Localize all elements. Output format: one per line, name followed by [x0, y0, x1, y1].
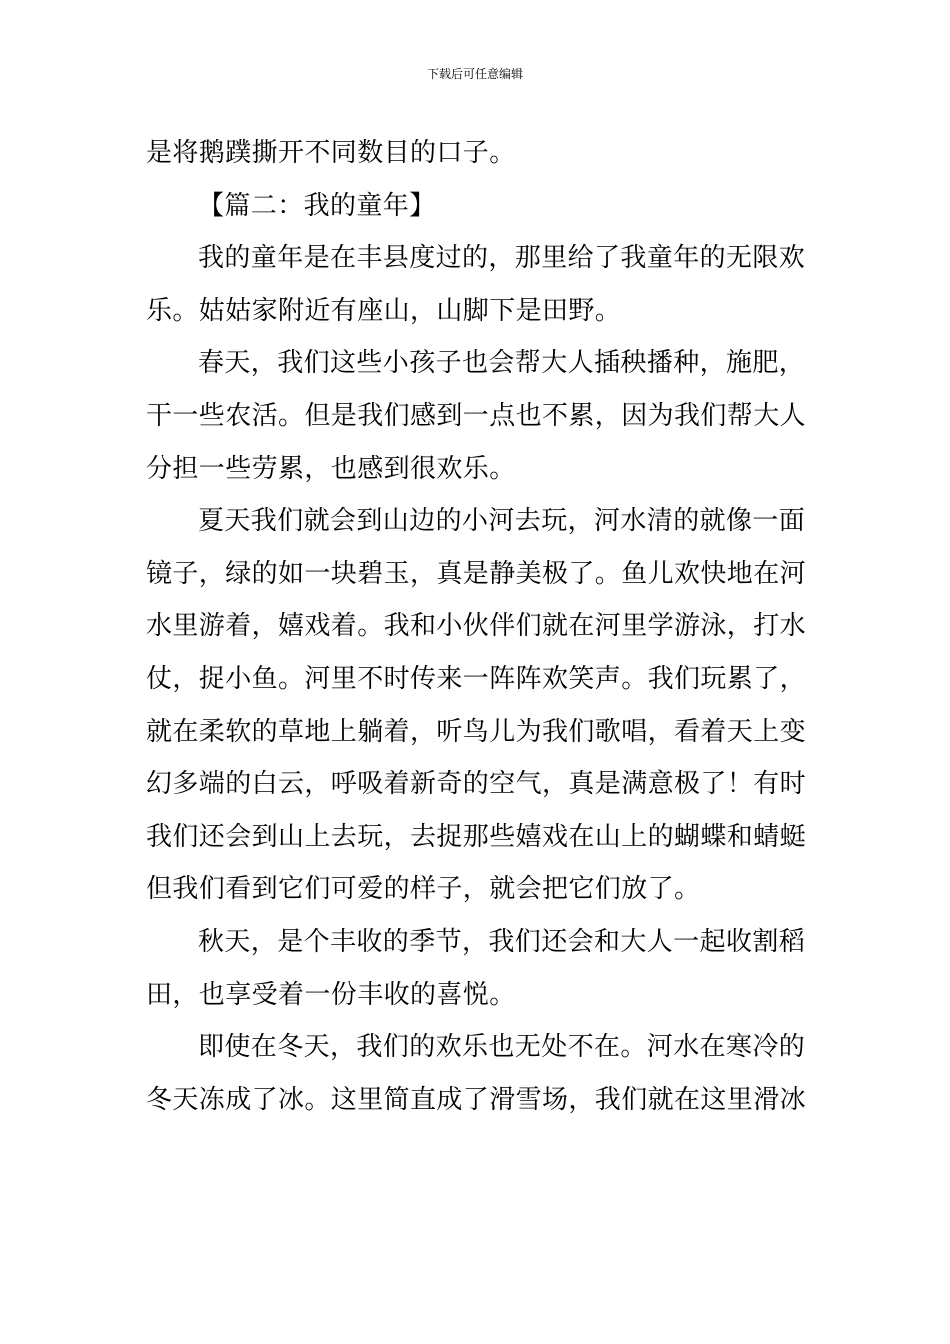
paragraph-start: 春天，我们这些小孩子也会帮大人插秧播种，施肥，	[198, 348, 806, 379]
page-header: 下载后可任意编辑	[426, 67, 523, 81]
document-body	[146, 127, 808, 1126]
text-line: 幻多端的白云，呼吸着新奇的空气，真是满意极了！有时	[146, 769, 807, 800]
paragraph-start: 我的童年是在丰县度过的，那里给了我童年的无限欢	[198, 243, 806, 274]
text-line: 我们还会到山上去玩，去捉那些嬉戏在山上的蝴蝶和蜻蜓	[146, 821, 807, 852]
text-line: 是将鹅蹼撕开不同数目的口子。	[146, 138, 516, 168]
text-line: 冬天冻成了冰。这里简直成了滑雪场，我们就在这里滑冰	[146, 1084, 807, 1115]
text-line: 但我们看到它们可爱的样子，就会把它们放了。	[146, 874, 701, 905]
section-heading: 【篇二：我的童年】	[198, 190, 436, 221]
text-line: 水里游着，嬉戏着。我和小伙伴们就在河里学游泳，打水	[146, 611, 807, 642]
text-line: 就在柔软的草地上躺着，听鸟儿为我们歌唱，看着天上变	[146, 716, 807, 747]
text-line: 镜子，绿的如一块碧玉，真是静美极了。鱼儿欢快地在河	[146, 558, 807, 589]
text-line: 田，也享受着一份丰收的喜悦。	[146, 979, 516, 1010]
text-line: 仗，捉小鱼。河里不时传来一阵阵欢笑声。我们玩累了，	[146, 663, 807, 694]
paragraph-start: 夏天我们就会到山边的小河去玩，河水清的就像一面	[198, 506, 806, 537]
text-line: 乐。姑姑家附近有座山，山脚下是田野。	[146, 295, 622, 326]
text-line: 干一些农活。但是我们感到一点也不累，因为我们帮大人	[146, 400, 807, 431]
paragraph-start: 即使在冬天，我们的欢乐也无处不在。河水在寒冷的	[198, 1032, 806, 1063]
paragraph-start: 秋天，是个丰收的季节，我们还会和大人一起收割稻	[198, 926, 806, 957]
text-line: 分担一些劳累，也感到很欢乐。	[146, 453, 516, 484]
